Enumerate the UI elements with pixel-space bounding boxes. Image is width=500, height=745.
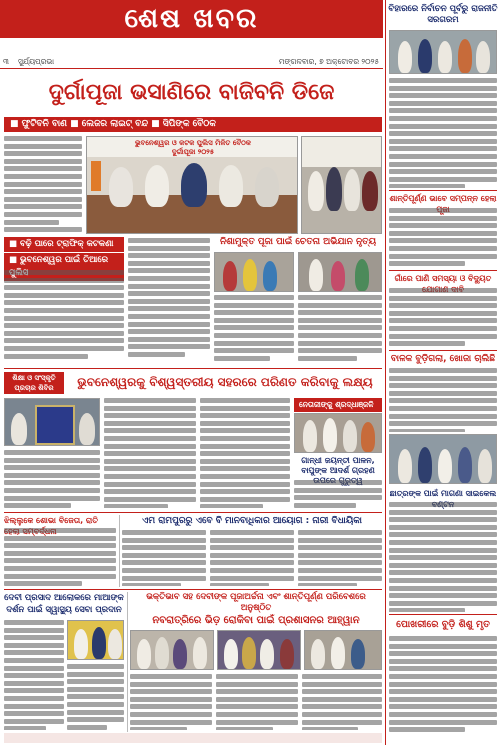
page-number: ୩ — [3, 57, 9, 66]
photo-banner: ଭୁବନେଶ୍ୱର ଓ କଟକ ପୁଲିସ ମିଳିତ ବୈଠକ — [135, 139, 251, 147]
lead-tags-bar: ■ ଫୁଟିବନି ବାଣ ■ ଲେଜର ଲାଇଟ୍ ବନ୍ଦ ■ ସିପିଙ୍କ ବୈଠକ — [4, 117, 382, 132]
sidebar-text-4 — [389, 368, 497, 432]
story4-text-col-1 — [4, 620, 64, 730]
story4-center-headline-1: ଭକ୍ତିଭାବ ସହ ଦେବୀଙ୍କ ପୂଜାଅର୍ଚ୍ଚନା ଏବଂ ଶାନ୍ତିପୂର୍ଣ୍ଣ ପରିବେଶରେ ଅନୁଷ୍ଠିତ — [146, 592, 366, 613]
lead-text-col-5 — [298, 295, 382, 365]
story3-left-headline: ଝିଲ୍ଲୁକେ ଶୋଭା ବିଜେତା, ରାତି — [4, 516, 98, 525]
date-text: ମଙ୍ଗଳବାର, ୭ ଅକ୍ଟୋବର ୨୦୨୫ — [278, 57, 379, 66]
story3-center-headline: ଏମ ରାମପୁରରୁ ଏବେ ବି ମାନବାଧିକାର ଆୟୋଗ : ନାରୀ ବିଧାୟିକା — [142, 516, 362, 526]
story2-text-col-3 — [200, 398, 290, 508]
story3-text-col-1 — [4, 528, 116, 586]
story2-photo-2 — [294, 413, 382, 453]
sidebar-headline-3: ଗାଁରେ ପାଣି ସମସ୍ୟା ଓ ବିଦ୍ୟୁତ — [394, 274, 492, 283]
sidebar-divider-4 — [389, 614, 497, 615]
story2-sub-box: ନେତାଜୀଙ୍କୁ ଶ୍ରଦ୍ଧାଞ୍ଜଳି — [294, 398, 382, 412]
sidebar-headline-4: ବାଳକ ବୁଡ଼ିଗଲା, ଖୋଜା ଚାଲିଛି — [390, 354, 496, 364]
footer-strip — [4, 733, 382, 743]
story4-vrule — [127, 592, 128, 732]
sidebar-text-3 — [389, 288, 497, 348]
story2-headline: ଭୁବନେଶ୍ୱରକୁ ବିଶ୍ୱସ୍ତରୀୟ ସହରରେ ପରିଣତ କରିବାକୁ ଲକ୍ଷ୍ୟ — [77, 375, 373, 389]
lead-side-heading: ନିଶାମୁକ୍ତ ପୂଜା ପାଇଁ ଚେତନା ଅଭିଯାନ ନୃତ୍ୟ — [219, 237, 376, 247]
story3-text-col-4 — [298, 530, 382, 586]
story4-left-headline: ଦେବୀ ପ୍ରସାଦ ଆଲୋକରେ ମାଆଙ୍କ ଦର୍ଶନ ପାଇଁ ସ୍ୱାସ୍ଥ୍ୟ ସେବା ପ୍ରଦାନ — [4, 593, 124, 615]
paper-name: ସୁର୍ଯ୍ୟପ୍ରଭା — [18, 57, 55, 66]
divider-2 — [4, 512, 382, 513]
story2-photo — [4, 398, 100, 446]
sidebar-text-2 — [389, 208, 497, 268]
lead-text-col-1 — [4, 136, 82, 234]
lead-subhead-1: ■ ବଢ଼ି ପାରେ ଟ୍ରାଫିକ୍ କଟକଣା — [4, 237, 124, 252]
lead-photo-right — [301, 136, 382, 234]
sidebar-photo-1 — [389, 30, 497, 74]
lead-headline: ଦୁର୍ଗାପୂଜା ଭସାଣିରେ ବାଜିବନି ଡିଜେ — [48, 80, 335, 105]
story3-text-col-3 — [210, 530, 294, 586]
dance-photo-2 — [298, 252, 382, 292]
story4-photo-1 — [130, 630, 214, 670]
dateline — [0, 56, 383, 69]
story4-text-col-4 — [216, 674, 298, 730]
lead-text-col-4 — [214, 295, 294, 365]
sidebar-headline-6: ପୋଖରୀରେ ବୁଡ଼ି ଶିଶୁ ମୃତ — [396, 619, 490, 630]
sidebar-text-5 — [389, 502, 497, 612]
story4-photo-left — [67, 620, 124, 660]
divider-1 — [4, 368, 382, 369]
story4-photo-2 — [217, 630, 301, 670]
story2-text-col-4 — [294, 480, 382, 508]
lead-text-col-2 — [4, 270, 124, 365]
masthead-title: ଶେଷ ଖବର — [124, 3, 259, 34]
story4-text-col-3 — [130, 674, 212, 730]
story4-text-col-5 — [302, 674, 382, 730]
story2-label-box: ଶିକ୍ଷା ଓ ସଂସ୍କୃତି ପ୍ରଚାର ଶିବିର — [4, 372, 64, 394]
sidebar-headline-5: ଛାତ୍ରଙ୍କ ପାଇଁ ମାଗଣା ସାଇକେଲ — [389, 489, 497, 498]
sidebar-top-headline: ବିହାରରେ ନିର୍ବାଚନ ପୂର୍ବରୁ ରାଜନୀତି ସରଗରମ — [388, 4, 498, 25]
sidebar-divider-2 — [389, 270, 497, 271]
sidebar-mid-headline: ଶାନ୍ତିପୂର୍ଣ୍ଣ ଭାବେ ସମ୍ପନ୍ନ ହେଲା — [389, 194, 497, 203]
sidebar-divider-3 — [389, 350, 497, 351]
sidebar-divider-1 — [389, 190, 497, 191]
story3-text-col-2 — [122, 530, 206, 586]
photo-banner-2: ଦୁର୍ଗାପୂଜା ୨୦୨୫ — [171, 148, 215, 156]
story2-side-headline: ଗାନ୍ଧୀ ଜୟନ୍ତୀ ପାଳନ, ବାପୁଙ୍କ ଆଦର୍ଶ ଗ୍ରହଣ — [301, 456, 375, 475]
sidebar-text-1 — [389, 78, 497, 188]
story4-photo-3 — [304, 630, 382, 670]
masthead-gap — [0, 40, 383, 54]
lead-photo — [86, 136, 298, 234]
sidebar-text-6 — [389, 636, 497, 732]
story4-center-headline-2: ନବରାତ୍ରିରେ ଭିଡ଼ ରୋକିବା ପାଇଁ ପ୍ରଶାସନର ଆହ୍ୱାନ — [152, 615, 360, 626]
dance-photo-1 — [214, 252, 294, 292]
divider-3 — [4, 589, 382, 590]
story3-vrule — [119, 515, 120, 587]
story2-text-col-2 — [104, 398, 196, 508]
sidebar-photo-2 — [389, 434, 497, 484]
lead-text-col-3 — [128, 238, 210, 365]
story2-text-col-1 — [4, 450, 100, 508]
lead-subhead-2: ■ ଭୁବନେଶ୍ୱର ପାଇଁ ତିଆରେ — [4, 253, 124, 281]
story4-text-col-2 — [67, 664, 124, 730]
